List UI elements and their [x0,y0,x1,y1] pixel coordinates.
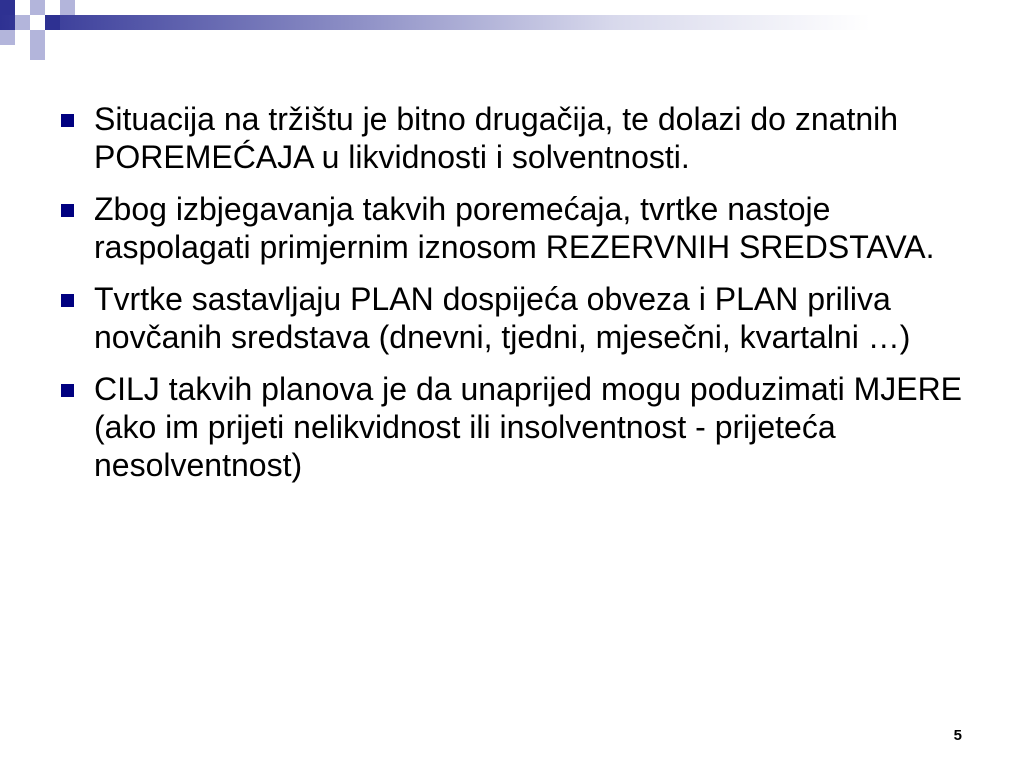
decorative-square [0,0,15,15]
slide-number: 5 [953,727,962,744]
square-bullet-icon [61,204,74,217]
square-bullet-icon [61,384,74,397]
bullet-text: Tvrtke sastavljaju PLAN dospijeća obveza i PLAN priliva novčanih sredstava (dnevni, tjedni, mjesečni, kvartalni …) [94,281,911,355]
square-bullet-icon [61,294,74,307]
decorative-square [0,30,15,45]
decorative-square [30,0,45,15]
list-item [58,280,978,356]
decorative-square [60,0,75,15]
bullet-list [58,100,978,498]
decorative-square [30,15,45,30]
decorative-square [30,30,45,45]
list-item [58,190,978,266]
list-item [58,100,978,176]
decorative-square [45,15,60,30]
header-gradient-bar [0,15,1024,30]
bullet-text: CILJ takvih planova je da unaprijed mogu poduzimati MJERE (ako im prijeti nelikvidnost ili insolventnost - prijeteća nesolventnost) [94,371,963,483]
decorative-square [15,15,30,30]
decorative-square [15,45,30,60]
list-item [58,370,978,484]
bullet-text: Zbog izbjegavanja takvih poremećaja, tvrtke nastoje raspolagati primjernim iznosom REZERVNIH SREDSTAVA. [94,191,935,265]
decorative-square [45,0,60,15]
square-bullet-icon [61,114,74,127]
decorative-square [15,0,30,15]
decorative-square [30,45,45,60]
bullet-text: Situacija na tržištu je bitno drugačija, te dolazi do znatnih POREMEĆAJA u likvidnosti i solventnosti. [94,101,899,175]
